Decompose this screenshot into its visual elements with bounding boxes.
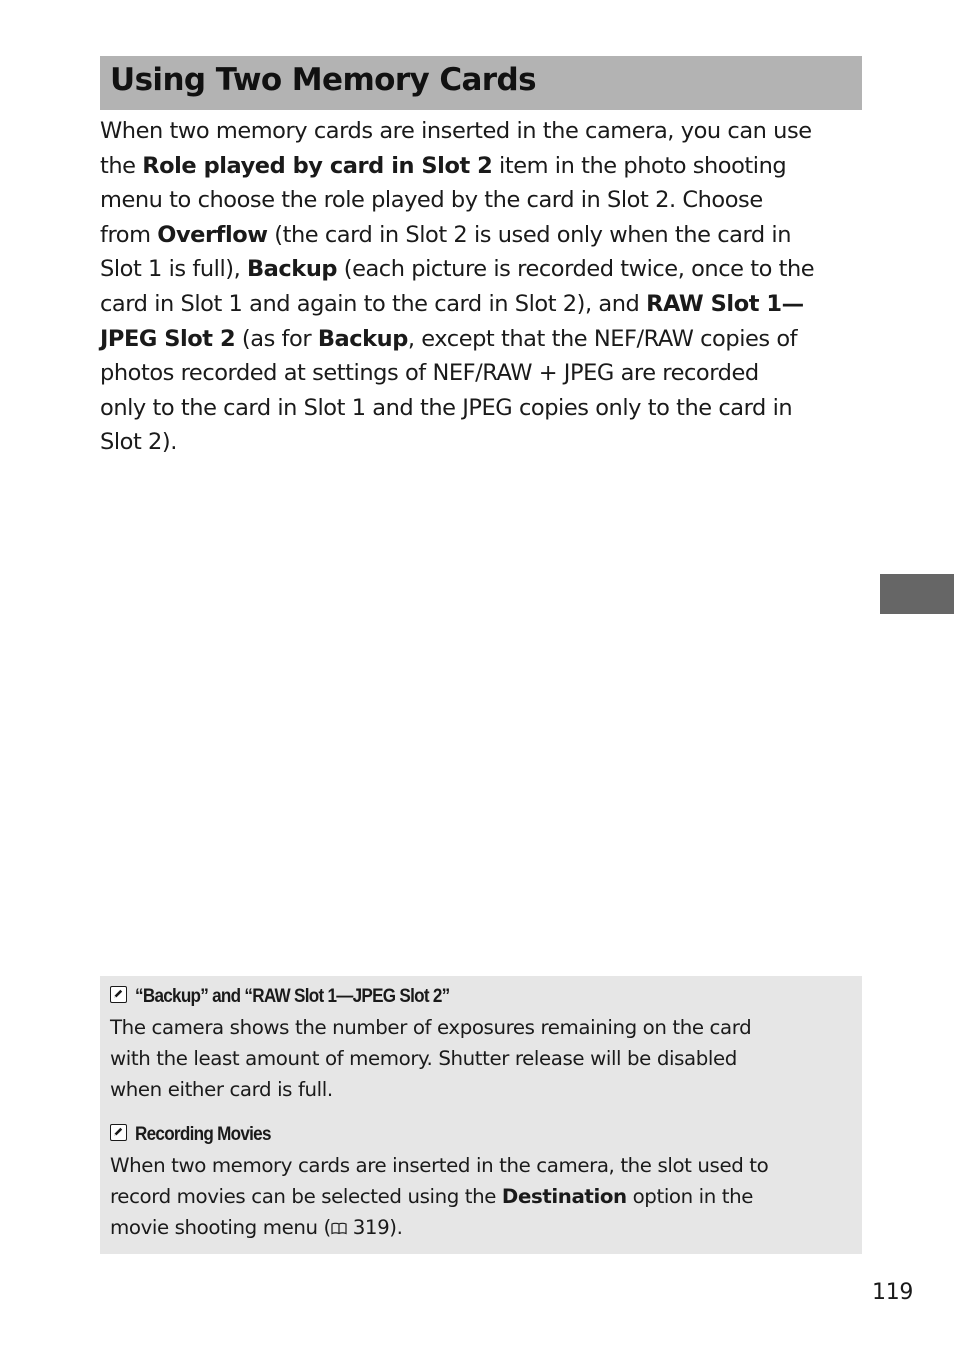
text-run: record movies can be selected using the	[110, 1185, 502, 1208]
note-recording-movies	[110, 1120, 855, 1243]
intro-line	[100, 356, 880, 391]
text-run: (the card in Slot 2 is used only when the card in	[267, 221, 792, 248]
text-run: item in the photo shooting	[492, 152, 787, 179]
note-heading	[110, 1120, 855, 1150]
note-title: Recording Movies	[135, 1124, 271, 1145]
pencil-note-icon	[110, 1124, 127, 1141]
note-title: “Backup” and “RAW Slot 1—JPEG Slot 2”	[135, 986, 450, 1007]
menu-item-name: Role played by card in Slot 2	[142, 152, 493, 179]
intro-line	[100, 218, 880, 253]
text-run: (each picture is recorded twice, once to the	[337, 256, 815, 283]
intro-line	[100, 252, 880, 287]
text-run: photos recorded at settings of NEF/RAW + JPEG are recorded	[100, 360, 759, 387]
option-raw-jpeg: RAW Slot 1—	[646, 290, 804, 317]
text-run: from	[100, 221, 158, 248]
page-reference: 319).	[346, 1216, 403, 1239]
option-backup: Backup	[317, 325, 408, 352]
text-run: menu to choose the role played by the card in Slot 2. Choose	[100, 187, 763, 214]
note-body	[110, 1012, 855, 1105]
note-line	[110, 1181, 855, 1212]
text-run: When two memory cards are inserted in the camera, you can use	[100, 118, 812, 144]
text-run: Slot 2).	[100, 429, 177, 456]
chapter-tab	[880, 574, 954, 614]
note-backup-raw	[110, 982, 855, 1105]
note-line: The camera shows the number of exposures remaining on the card	[110, 1016, 752, 1039]
intro-line	[100, 425, 880, 460]
text-run: Slot 1 is full),	[100, 256, 247, 283]
intro-line	[100, 114, 880, 149]
intro-line	[100, 149, 880, 184]
text-run: card in Slot 1 and again to the card in Slot 2), and	[100, 290, 647, 317]
page-number: 119	[872, 1280, 914, 1305]
text-run: only to the card in Slot 1 and the JPEG copies only to the card in	[100, 394, 793, 421]
option-backup: Backup	[246, 256, 338, 283]
page-reference-icon	[331, 1213, 347, 1226]
note-line: with the least amount of memory. Shutter release will be disabled	[110, 1047, 737, 1070]
pencil-note-icon	[110, 986, 127, 1003]
intro-line	[100, 322, 880, 357]
page-title: Using Two Memory Cards	[110, 62, 536, 98]
intro-paragraph	[100, 114, 880, 460]
note-line: when either card is full.	[110, 1078, 333, 1101]
intro-line	[100, 287, 880, 322]
intro-line	[100, 183, 880, 218]
section-title-bar	[100, 56, 862, 110]
text-run: (as for	[235, 325, 318, 352]
note-body	[110, 1150, 855, 1243]
option-destination: Destination	[501, 1185, 627, 1208]
note-line: When two memory cards are inserted in the camera, the slot used to	[110, 1154, 769, 1177]
text-run: movie shooting menu (	[110, 1216, 331, 1239]
notes-box	[100, 976, 862, 1254]
text-run: , except that the NEF/RAW copies of	[407, 325, 798, 352]
text-run: option in the	[626, 1185, 754, 1208]
note-heading	[110, 982, 855, 1012]
option-overflow: Overflow	[157, 221, 268, 248]
text-run: the	[100, 152, 143, 179]
intro-line	[100, 391, 880, 426]
option-raw-jpeg: JPEG Slot 2	[100, 325, 236, 352]
note-line	[110, 1212, 855, 1243]
